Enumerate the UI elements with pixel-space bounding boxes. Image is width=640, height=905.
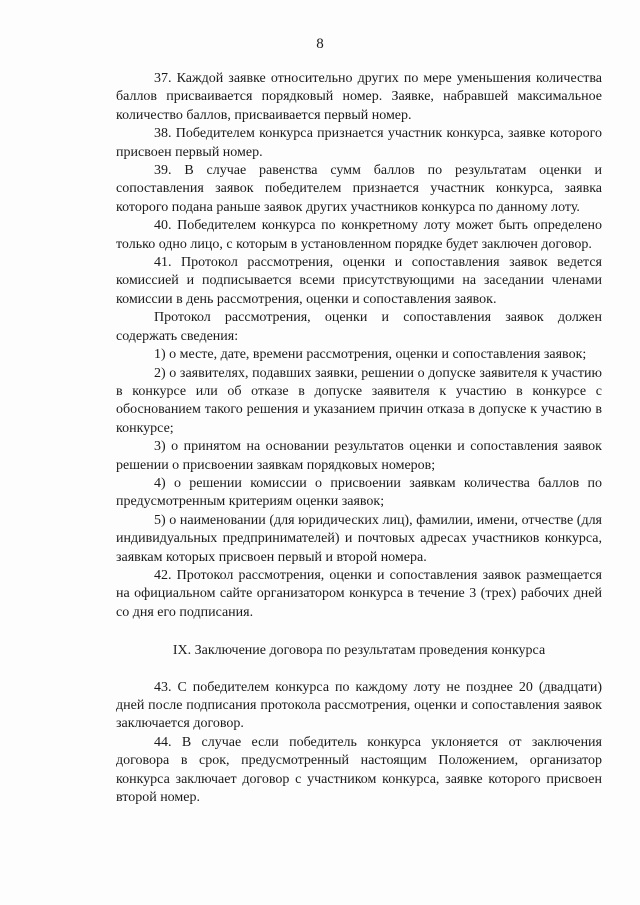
paragraph-protocol-intro: Протокол рассмотрения, оценки и сопоставления заявок должен содержать сведения: <box>116 310 602 344</box>
document-body <box>116 70 602 807</box>
paragraph-37: 37. Каждой заявке относительно других по мере уменьшения количества баллов присваивается порядковый номер. Заявке, набравшей максимальное количество баллов, присваивается первый номер. <box>116 71 602 123</box>
list-item-2: 2) о заявителях, подавших заявки, решении о допуске заявителя к участию в конкурсе или об отказе в допуске заявителя к участию в конкурсе с обоснованием такого решения и указанием причин отказа в допуске к участию в конкурсе; <box>116 365 602 436</box>
paragraph-41: 41. Протокол рассмотрения, оценки и сопоставления заявок ведется комиссией и подписывается всеми присутствующими на заседании членами комиссии в день рассмотрения, оценки и сопоставления заявок. <box>116 255 602 307</box>
paragraph-40: 40. Победителем конкурса по конкретному лоту может быть определено только одно лицо, с которым в установленном порядке будет заключен договор. <box>116 218 602 252</box>
list-item-1: 1) о месте, дате, времени рассмотрения, оценки и сопоставления заявок; <box>154 347 587 363</box>
paragraph-42: 42. Протокол рассмотрения, оценки и сопоставления заявок размещается на официальном сайте организатором конкурса в течение 3 (трех) рабочих дней со дня его подписания. <box>116 567 602 620</box>
paragraph-44: 44. В случае если победитель конкурса уклоняется от заключения договора в срок, предусмотренный настоящим Положением, организатор конкурса заключает договор с участником конкурса, заявке которого присвоен второй номер. <box>116 734 602 806</box>
paragraph-39: 39. В случае равенства сумм баллов по результатам оценки и сопоставления заявок победителем признается участник конкурса, заявка которого подана раньше заявок других участников конкурса по данному лоту. <box>116 163 602 215</box>
paragraph-43: 43. С победителем конкурса по каждому лоту не позднее 20 (двадцати) дней после подписания протокола рассмотрения, оценки и сопоставления заявок заключается договор. <box>116 679 602 732</box>
list-item-5: 5) о наименовании (для юридических лиц), фамилии, имени, отчестве (для индивидуальных предпринимателей) и почтовых адресах участников конкурса, заявкам которых присвоен первый и второй номера. <box>116 512 602 565</box>
page-number: 8 <box>316 36 324 52</box>
list-item-4: 4) о решении комиссии о присвоении заявкам количества баллов по предусмотренным критериям оценки заявок; <box>116 475 602 510</box>
paragraph-38: 38. Победителем конкурса признается участник конкурса, заявке которого присвоен первый номер. <box>116 126 602 160</box>
list-item-3: 3) о принятом на основании результатов оценки и сопоставления заявок решении о присвоении заявкам порядковых номеров; <box>116 439 602 473</box>
section-heading: IX. Заключение договора по результатам проведения конкурса <box>172 643 546 659</box>
